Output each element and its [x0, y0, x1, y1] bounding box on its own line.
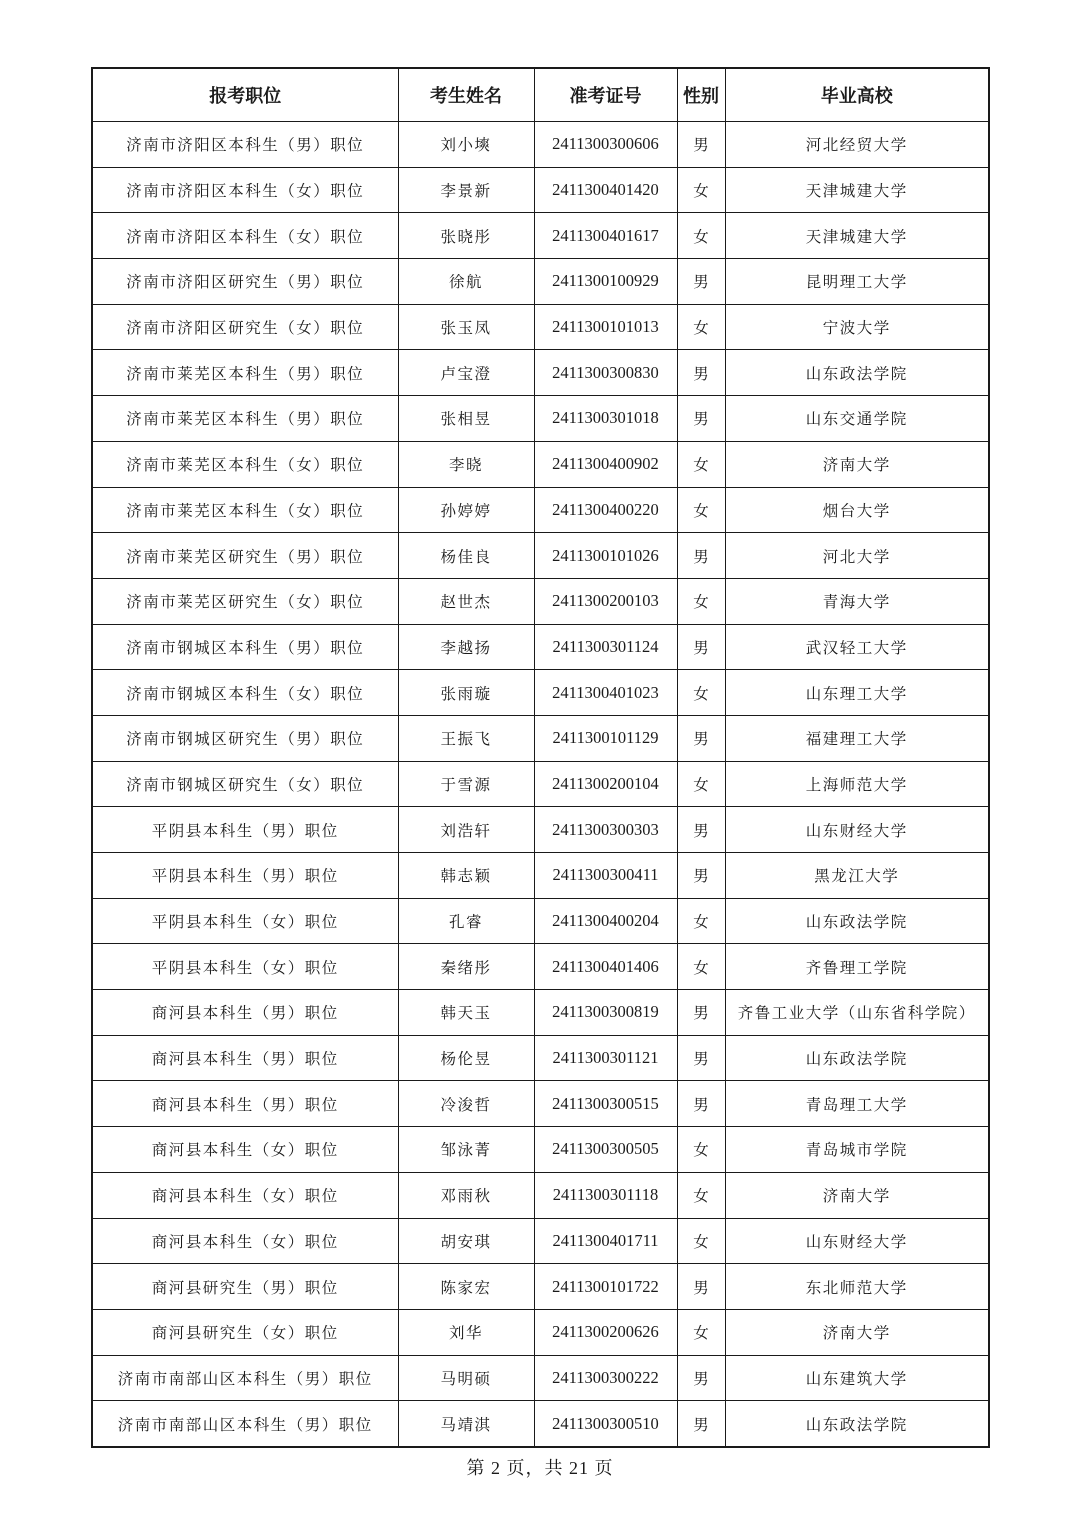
cell-position: 平阴县本科生（男）职位	[92, 807, 398, 853]
cell-university: 山东财经大学	[725, 1218, 989, 1264]
cell-position: 济南市南部山区本科生（男）职位	[92, 1355, 398, 1401]
cell-gender: 女	[677, 1172, 725, 1218]
cell-position: 济南市钢城区研究生（男）职位	[92, 715, 398, 761]
cell-name: 杨佳良	[398, 533, 534, 579]
cell-university: 山东财经大学	[725, 807, 989, 853]
table-row	[92, 167, 989, 213]
cell-name: 孙婷婷	[398, 487, 534, 533]
cell-gender: 男	[677, 396, 725, 442]
cell-ticket-number: 2411300300303	[534, 807, 677, 853]
cell-gender: 女	[677, 487, 725, 533]
table-row	[92, 1172, 989, 1218]
cell-gender: 男	[677, 1355, 725, 1401]
cell-ticket-number: 2411300101013	[534, 304, 677, 350]
cell-university: 上海师范大学	[725, 761, 989, 807]
cell-ticket-number: 2411300401420	[534, 167, 677, 213]
cell-position: 商河县本科生（男）职位	[92, 1035, 398, 1081]
cell-name: 刘华	[398, 1309, 534, 1355]
cell-gender: 男	[677, 1264, 725, 1310]
table-row	[92, 1355, 989, 1401]
cell-name: 刘小塽	[398, 122, 534, 168]
table-row	[92, 1401, 989, 1447]
cell-university: 山东政法学院	[725, 1035, 989, 1081]
cell-position: 平阴县本科生（男）职位	[92, 853, 398, 899]
table-row	[92, 213, 989, 259]
cell-ticket-number: 2411300301121	[534, 1035, 677, 1081]
cell-gender: 男	[677, 807, 725, 853]
cell-position: 济南市莱芜区本科生（男）职位	[92, 350, 398, 396]
cell-gender: 女	[677, 761, 725, 807]
cell-university: 昆明理工大学	[725, 259, 989, 305]
table-row	[92, 259, 989, 305]
table-row	[92, 1264, 989, 1310]
table-row	[92, 487, 989, 533]
cell-ticket-number: 2411300300606	[534, 122, 677, 168]
cell-university: 济南大学	[725, 1172, 989, 1218]
table-row	[92, 1309, 989, 1355]
cell-university: 青岛理工大学	[725, 1081, 989, 1127]
cell-ticket-number: 2411300301118	[534, 1172, 677, 1218]
cell-ticket-number: 2411300100929	[534, 259, 677, 305]
table-row	[92, 578, 989, 624]
cell-gender: 男	[677, 624, 725, 670]
cell-name: 卢宝澄	[398, 350, 534, 396]
cell-position: 商河县本科生（女）职位	[92, 1127, 398, 1173]
cell-position: 商河县本科生（女）职位	[92, 1172, 398, 1218]
cell-ticket-number: 2411300401711	[534, 1218, 677, 1264]
cell-name: 李景新	[398, 167, 534, 213]
table-header-row	[92, 68, 989, 122]
cell-university: 济南大学	[725, 441, 989, 487]
cell-name: 秦绪彤	[398, 944, 534, 990]
cell-gender: 男	[677, 122, 725, 168]
cell-name: 于雪源	[398, 761, 534, 807]
cell-ticket-number: 2411300400220	[534, 487, 677, 533]
cell-position: 济南市济阳区本科生（女）职位	[92, 213, 398, 259]
cell-ticket-number: 2411300200104	[534, 761, 677, 807]
cell-ticket-number: 2411300200103	[534, 578, 677, 624]
cell-gender: 男	[677, 715, 725, 761]
cell-name: 张晓彤	[398, 213, 534, 259]
cell-gender: 女	[677, 167, 725, 213]
cell-ticket-number: 2411300300505	[534, 1127, 677, 1173]
cell-gender: 女	[677, 1218, 725, 1264]
cell-name: 王振飞	[398, 715, 534, 761]
cell-university: 青海大学	[725, 578, 989, 624]
cell-university: 山东交通学院	[725, 396, 989, 442]
cell-position: 平阴县本科生（女）职位	[92, 944, 398, 990]
cell-name: 胡安琪	[398, 1218, 534, 1264]
cell-position: 济南市莱芜区本科生（男）职位	[92, 396, 398, 442]
page-number: 第 2 页，共 21 页	[466, 1458, 614, 1478]
table-row	[92, 853, 989, 899]
cell-university: 山东政法学院	[725, 898, 989, 944]
cell-gender: 女	[677, 578, 725, 624]
table-row	[92, 624, 989, 670]
cell-position: 济南市济阳区研究生（男）职位	[92, 259, 398, 305]
cell-university: 天津城建大学	[725, 213, 989, 259]
cell-gender: 男	[677, 1401, 725, 1447]
cell-name: 赵世杰	[398, 578, 534, 624]
cell-name: 徐航	[398, 259, 534, 305]
cell-position: 济南市钢城区本科生（女）职位	[92, 670, 398, 716]
cell-gender: 女	[677, 1309, 725, 1355]
cell-ticket-number: 2411300200626	[534, 1309, 677, 1355]
cell-name: 韩志颖	[398, 853, 534, 899]
cell-gender: 男	[677, 1081, 725, 1127]
table-row	[92, 761, 989, 807]
cell-university: 山东政法学院	[725, 1401, 989, 1447]
cell-name: 邹泳菁	[398, 1127, 534, 1173]
cell-university: 山东政法学院	[725, 350, 989, 396]
cell-gender: 女	[677, 898, 725, 944]
cell-university: 山东建筑大学	[725, 1355, 989, 1401]
cell-university: 齐鲁工业大学（山东省科学院）	[725, 990, 989, 1036]
cell-ticket-number: 2411300101129	[534, 715, 677, 761]
cell-ticket-number: 2411300401406	[534, 944, 677, 990]
table-row	[92, 898, 989, 944]
cell-name: 李晓	[398, 441, 534, 487]
header-university: 毕业高校	[725, 68, 989, 122]
cell-position: 平阴县本科生（女）职位	[92, 898, 398, 944]
cell-university: 武汉轻工大学	[725, 624, 989, 670]
cell-name: 杨伦昱	[398, 1035, 534, 1081]
cell-ticket-number: 2411300301124	[534, 624, 677, 670]
table-row	[92, 1081, 989, 1127]
table-row	[92, 350, 989, 396]
table-row	[92, 807, 989, 853]
cell-position: 济南市济阳区本科生（女）职位	[92, 167, 398, 213]
cell-university: 济南大学	[725, 1309, 989, 1355]
cell-name: 刘浩轩	[398, 807, 534, 853]
table-row	[92, 990, 989, 1036]
cell-name: 韩天玉	[398, 990, 534, 1036]
cell-position: 商河县本科生（男）职位	[92, 990, 398, 1036]
cell-name: 邓雨秋	[398, 1172, 534, 1218]
cell-position: 商河县本科生（男）职位	[92, 1081, 398, 1127]
cell-gender: 女	[677, 304, 725, 350]
cell-ticket-number: 2411300101026	[534, 533, 677, 579]
cell-position: 济南市莱芜区研究生（男）职位	[92, 533, 398, 579]
cell-university: 河北经贸大学	[725, 122, 989, 168]
cell-university: 青岛城市学院	[725, 1127, 989, 1173]
cell-ticket-number: 2411300301018	[534, 396, 677, 442]
table-row	[92, 396, 989, 442]
cell-ticket-number: 2411300401617	[534, 213, 677, 259]
cell-ticket-number: 2411300101722	[534, 1264, 677, 1310]
table-row	[92, 441, 989, 487]
cell-gender: 男	[677, 990, 725, 1036]
table-row	[92, 1035, 989, 1081]
header-name: 考生姓名	[398, 68, 534, 122]
cell-ticket-number: 2411300300830	[534, 350, 677, 396]
cell-ticket-number: 2411300300510	[534, 1401, 677, 1447]
cell-gender: 女	[677, 213, 725, 259]
cell-gender: 女	[677, 1127, 725, 1173]
cell-position: 济南市济阳区研究生（女）职位	[92, 304, 398, 350]
cell-gender: 男	[677, 853, 725, 899]
cell-position: 济南市莱芜区研究生（女）职位	[92, 578, 398, 624]
cell-position: 商河县本科生（女）职位	[92, 1218, 398, 1264]
candidate-table	[91, 67, 990, 1448]
cell-position: 济南市钢城区研究生（女）职位	[92, 761, 398, 807]
header-position: 报考职位	[92, 68, 398, 122]
cell-ticket-number: 2411300300411	[534, 853, 677, 899]
cell-university: 山东理工大学	[725, 670, 989, 716]
cell-position: 济南市南部山区本科生（男）职位	[92, 1401, 398, 1447]
header-gender: 性别	[677, 68, 725, 122]
cell-name: 张雨璇	[398, 670, 534, 716]
cell-university: 河北大学	[725, 533, 989, 579]
cell-ticket-number: 2411300300222	[534, 1355, 677, 1401]
table-row	[92, 1218, 989, 1264]
table-row	[92, 1127, 989, 1173]
table-row	[92, 670, 989, 716]
cell-university: 齐鲁理工学院	[725, 944, 989, 990]
table-row	[92, 304, 989, 350]
cell-gender: 女	[677, 944, 725, 990]
cell-university: 黑龙江大学	[725, 853, 989, 899]
cell-position: 济南市济阳区本科生（男）职位	[92, 122, 398, 168]
cell-name: 张相昱	[398, 396, 534, 442]
cell-university: 烟台大学	[725, 487, 989, 533]
cell-position: 济南市莱芜区本科生（女）职位	[92, 487, 398, 533]
cell-position: 商河县研究生（女）职位	[92, 1309, 398, 1355]
cell-gender: 男	[677, 259, 725, 305]
cell-name: 马明硕	[398, 1355, 534, 1401]
cell-ticket-number: 2411300300515	[534, 1081, 677, 1127]
cell-name: 张玉凤	[398, 304, 534, 350]
cell-gender: 男	[677, 1035, 725, 1081]
cell-position: 商河县研究生（男）职位	[92, 1264, 398, 1310]
cell-gender: 男	[677, 533, 725, 579]
header-ticket-number: 准考证号	[534, 68, 677, 122]
table-row	[92, 715, 989, 761]
cell-university: 东北师范大学	[725, 1264, 989, 1310]
cell-position: 济南市钢城区本科生（男）职位	[92, 624, 398, 670]
cell-ticket-number: 2411300400902	[534, 441, 677, 487]
cell-ticket-number: 2411300400204	[534, 898, 677, 944]
cell-gender: 女	[677, 670, 725, 716]
cell-gender: 女	[677, 441, 725, 487]
cell-ticket-number: 2411300401023	[534, 670, 677, 716]
cell-name: 孔睿	[398, 898, 534, 944]
table-row	[92, 533, 989, 579]
table-row	[92, 944, 989, 990]
cell-gender: 男	[677, 350, 725, 396]
cell-ticket-number: 2411300300819	[534, 990, 677, 1036]
cell-name: 陈家宏	[398, 1264, 534, 1310]
cell-university: 天津城建大学	[725, 167, 989, 213]
cell-name: 马靖淇	[398, 1401, 534, 1447]
cell-university: 福建理工大学	[725, 715, 989, 761]
cell-university: 宁波大学	[725, 304, 989, 350]
cell-name: 李越扬	[398, 624, 534, 670]
cell-name: 冷浚哲	[398, 1081, 534, 1127]
cell-position: 济南市莱芜区本科生（女）职位	[92, 441, 398, 487]
table-row	[92, 122, 989, 168]
